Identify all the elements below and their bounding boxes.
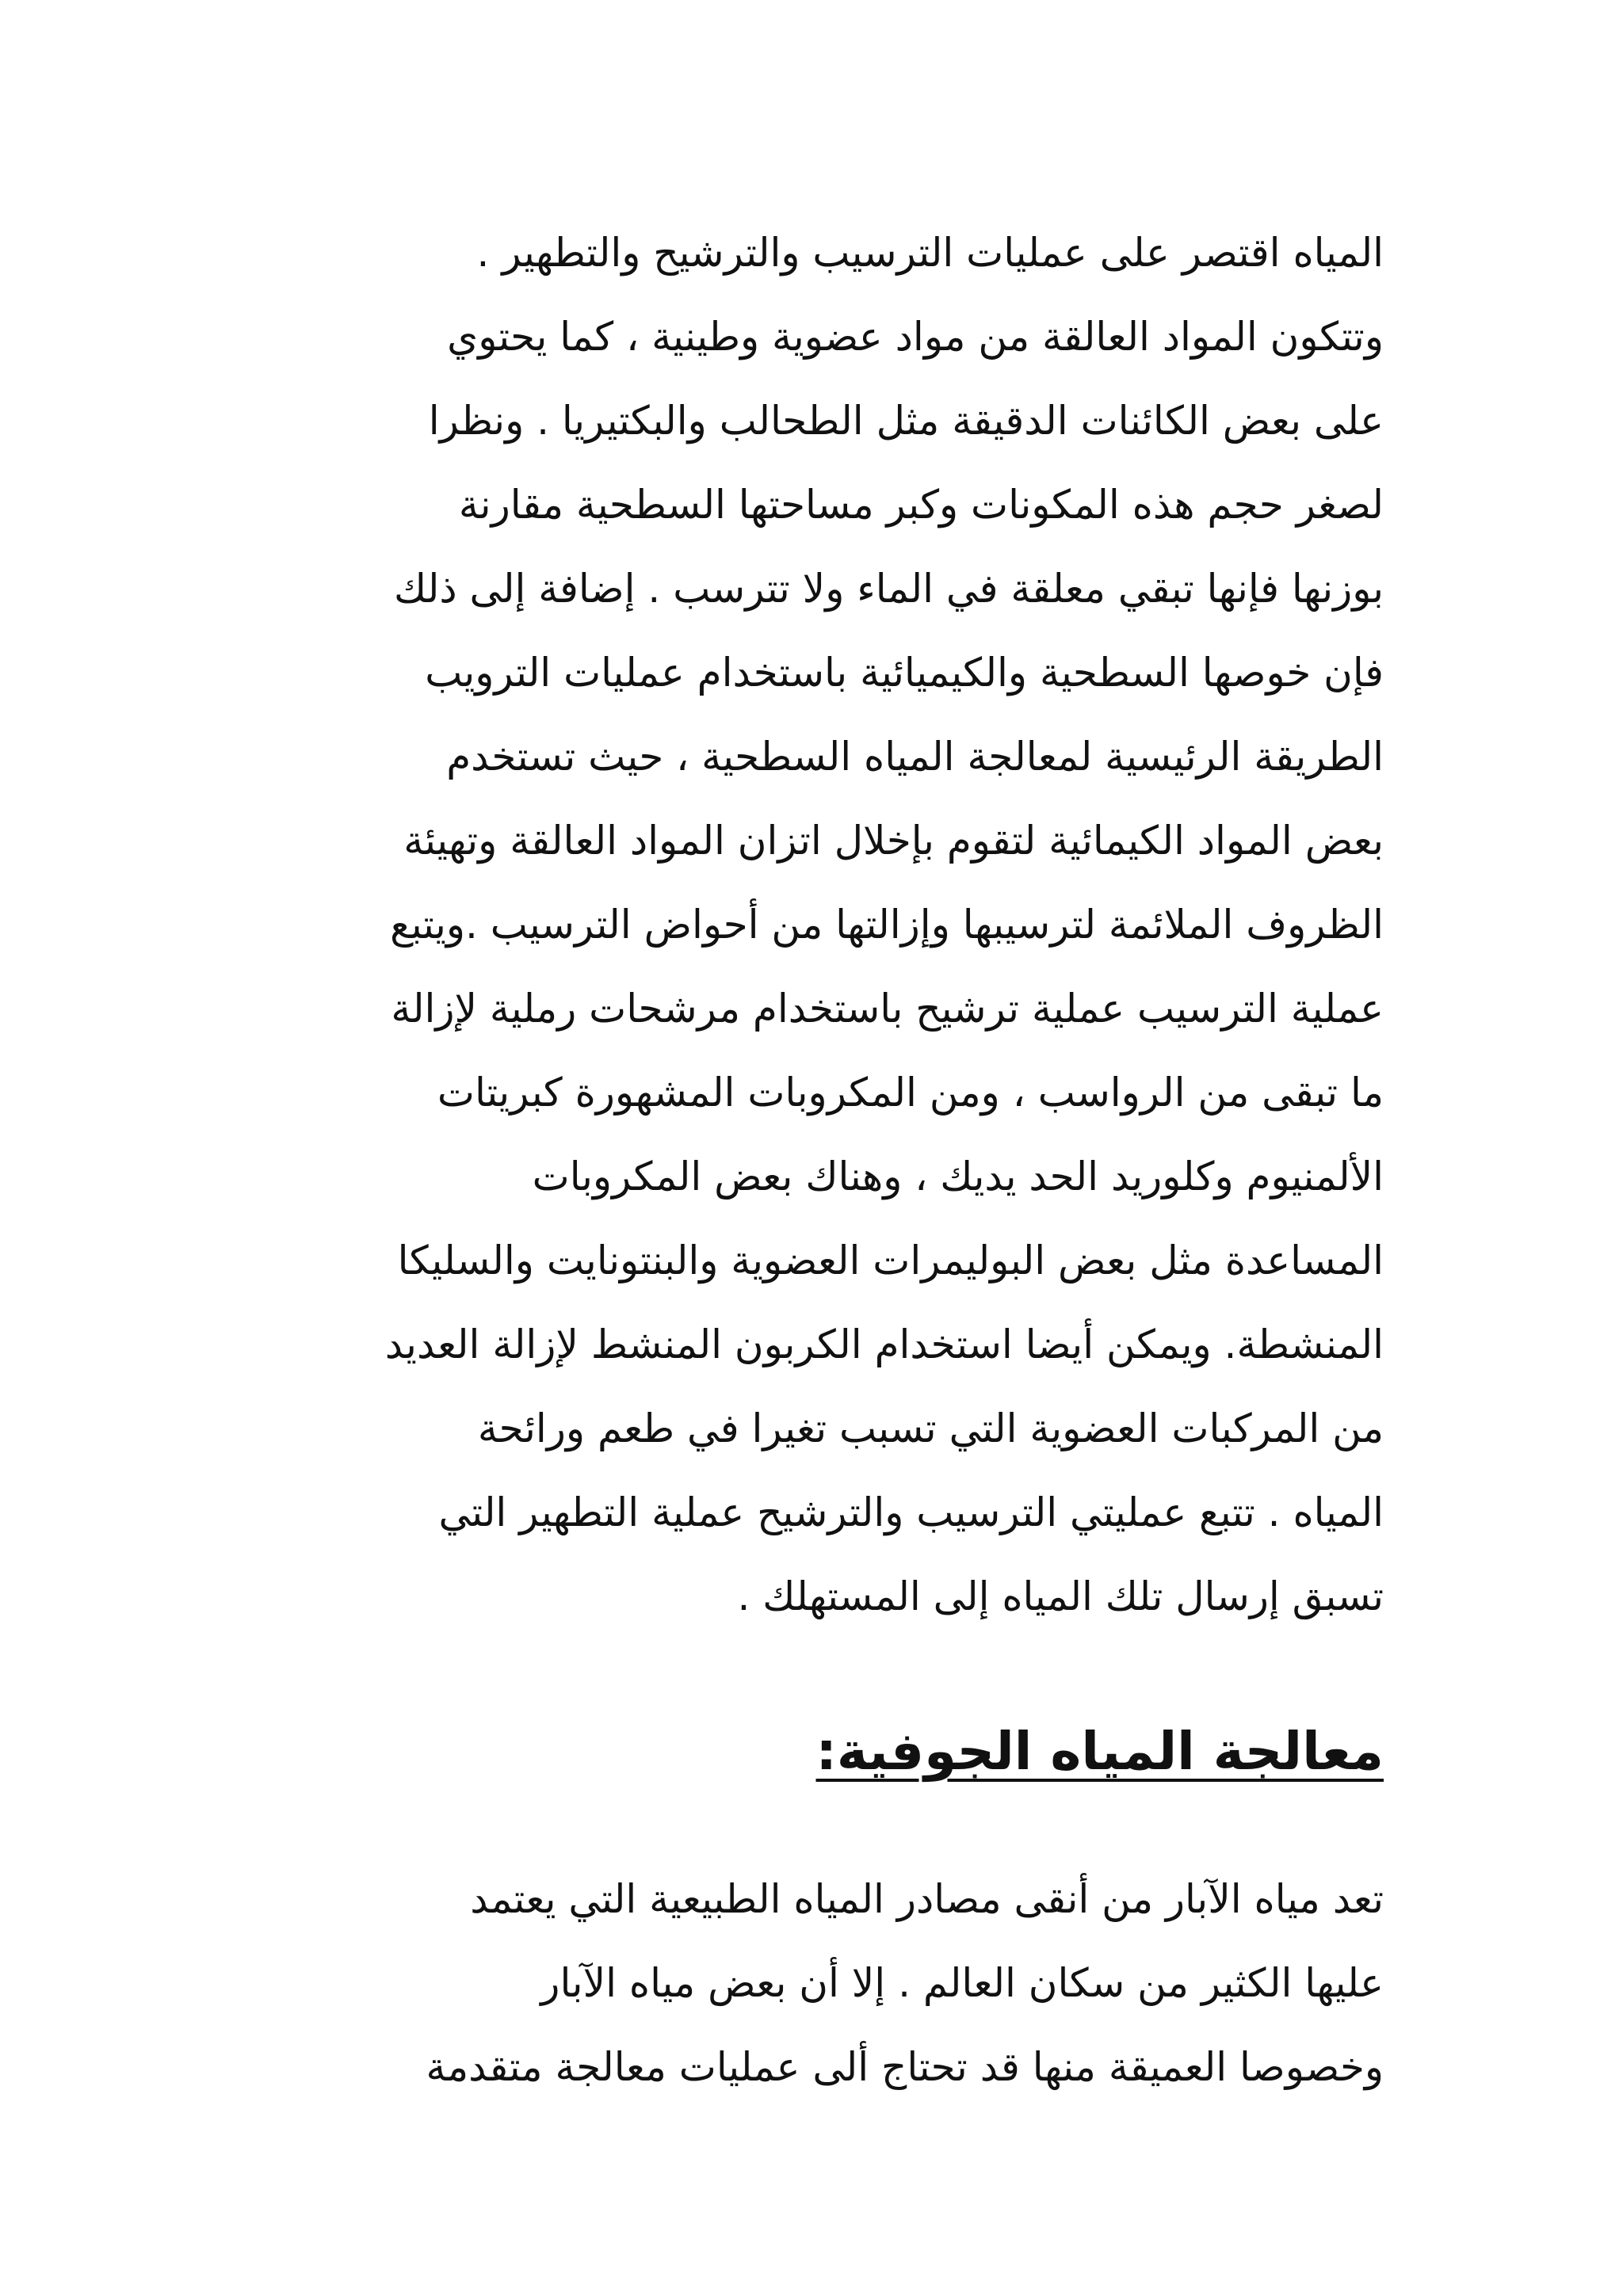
text-line: بوزنها فإنها تبقي معلقة في الماء ولا تترسب . إضافة إلى ذلك (394, 566, 1384, 612)
text-line: لصغر حجم هذه المكونات وكبر مساحتها السطحية مقارنة (458, 482, 1384, 528)
section-heading-text: معالجة المياه الجوفية: (815, 1721, 1384, 1782)
text-line: عملية الترسيب عملية ترشيح باستخدام مرشحات رملية لإزالة (391, 986, 1384, 1032)
text-line: الطريقة الرئيسية لمعالجة المياه السطحية ، حيث تستخدم (446, 734, 1384, 780)
text-line: الألمنيوم وكلوريد الحد يديك ، وهناك بعض المكروبات (532, 1154, 1384, 1199)
body-paragraph-groundwater (227, 1857, 1384, 2109)
section-heading (227, 1708, 1384, 1795)
text-line: المساعدة مثل بعض البوليمرات العضوية والبنتونايت والسليكا (397, 1238, 1384, 1283)
text-line: المياه اقتصر على عمليات الترسيب والترشيح والتطهير . (476, 230, 1384, 276)
text-line: تسبق إرسال تلك المياه إلى المستهلك . (737, 1573, 1384, 1619)
text-line: تعد مياه الآبار من أنقى مصادر المياه الطبيعية التي يعتمد (470, 1876, 1384, 1922)
text-line: المياه . تتبع عمليتي الترسيب والترشيح عملية التطهير التي (438, 1489, 1384, 1535)
text-line: بعض المواد الكيمائية لتقوم بإخلال اتزان المواد العالقة وتهيئة (403, 818, 1384, 864)
text-line: ما تبقى من الرواسب ، ومن المكروبات المشهورة كبريتات (437, 1070, 1384, 1116)
text-line: وتتكون المواد العالقة من مواد عضوية وطينية ، كما يحتوي (447, 314, 1384, 360)
text-line: المنشطة. ويمكن أيضا استخدام الكربون المنشط لإزالة العديد (384, 1322, 1384, 1367)
text-line: الظروف الملائمة لترسيبها وإزالتها من أحواض الترسيب .ويتبع (390, 902, 1384, 948)
text-line: على بعض الكائنات الدقيقة مثل الطحالب والبكتيريا . ونظرا (428, 398, 1384, 444)
text-line: عليها الكثير من سكان العالم . إلا أن بعض مياه الآبار (540, 1960, 1384, 2006)
body-paragraph-surface-water (227, 211, 1384, 1638)
text-line: فإن خوصها السطحية والكيميائية باستخدام عمليات الترويب (425, 650, 1384, 696)
text-line: وخصوصا العميقة منها قد تحتاج ألى عمليات معالجة متقدمة (426, 2044, 1384, 2090)
text-line: من المركبات العضوية التي تسبب تغيرا في طعم ورائحة (477, 1405, 1384, 1451)
